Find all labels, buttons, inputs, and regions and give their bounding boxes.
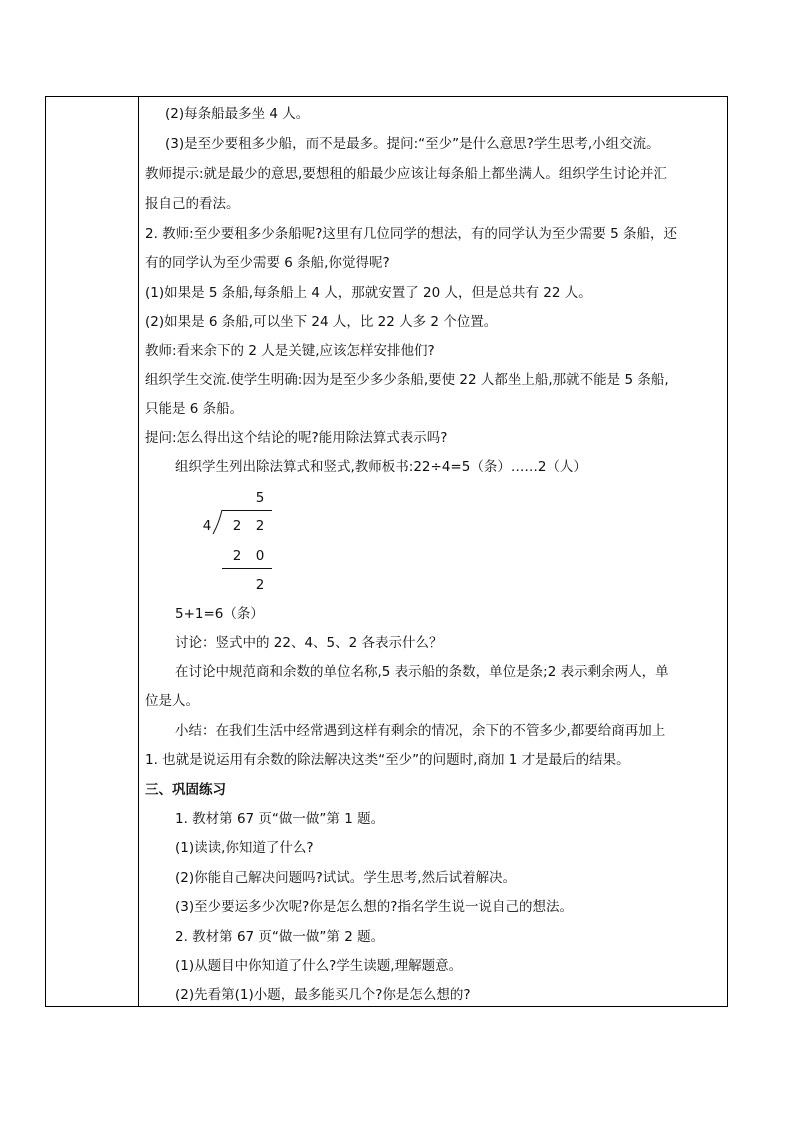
dividend-digit: 2 [232,518,242,534]
text-line: (3)至少要运多少次呢?你是怎么想的?指名学生说一说自己的想法。 [175,899,573,915]
text-line: 1. 教材第 67 页“做一做”第 1 题。 [175,811,385,827]
text-line: (2)先看第(1)小题，最多能买几个?你是怎么想的? [175,987,471,1003]
text-line: 2. 教师:至少要租多少条船呢?这里有几位同学的想法，有的同学认为至少需要 5 条船，还 [145,226,678,242]
division-bar [222,510,272,511]
text-line: (2)你能自己解决问题吗?试试。学生思考,然后试着解决。 [175,870,517,886]
text-line: 提问:怎么得出这个结论的呢?能用除法算式表示吗? [145,430,448,446]
text-line: 组织学生列出除法算式和竖式,教师板书:22÷4=5（条）……2（人） [175,459,587,475]
remainder: 2 [255,577,265,593]
text-line: (1)如果是 5 条船,每条船上 4 人，那就安置了 20 人，但是总共有 22 人。 [145,285,592,301]
left-empty-cell [46,97,138,1006]
text-line: (1)读读,你知道了什么? [175,840,314,856]
text-line: (3)是至少要租多少船，而不是最多。提问:“至少”是什么意思?学生思考,小组交流。 [165,136,660,152]
text-line: 5+1=6（条） [175,606,264,622]
text-line: 组织学生交流.使学生明确:因为是至少多少条船,要使 22 人都坐上船,那就不能是 5 条船, [145,372,669,388]
text-line: 2. 教材第 67 页“做一做”第 2 题。 [175,929,385,945]
division-bracket [212,509,224,535]
text-line: (2)如果是 6 条船,可以坐下 24 人，比 22 人多 2 个位置。 [145,314,498,330]
product-digit: 2 [232,548,242,564]
subtraction-line [222,568,272,569]
text-line: (1)从题目中你知道了什么?学生读题,理解题意。 [175,958,463,974]
section-heading: 三、巩固练习 [145,782,226,798]
column-divider [138,96,139,1007]
text-line: 报自己的看法。 [145,196,240,212]
divisor: 4 [202,518,212,534]
text-line: 小结：在我们生活中经常遇到这样有剩余的情况，余下的不管多少,都要给商再加上 [175,723,666,739]
text-line: 教师提示:就是最少的意思,要想租的船最少应该让每条船上都坐满人。组织学生讨论并汇 [145,166,667,182]
text-line: 讨论：竖式中的 22、4、5、2 各表示什么？ [175,635,443,651]
quotient: 5 [255,490,265,506]
text-line: 1. 也就是说运用有余数的除法解决这类“至少”的问题时,商加 1 才是最后的结果。 [145,752,630,768]
text-line: (2)每条船最多坐 4 人。 [165,106,310,122]
text-line: 在讨论中规范商和余数的单位名称,5 表示船的条数，单位是条;2 表示剩余两人，单 [175,664,669,680]
dividend-digit: 2 [255,518,265,534]
text-line: 只能是 6 条船。 [145,401,244,417]
text-line: 有的同学认为至少需要 6 条船,你觉得呢? [145,255,390,271]
text-line: 位是人。 [145,693,199,709]
product-digit: 0 [255,548,265,564]
text-line: 教师:看来余下的 2 人是关键,应该怎样安排他们? [145,343,435,359]
